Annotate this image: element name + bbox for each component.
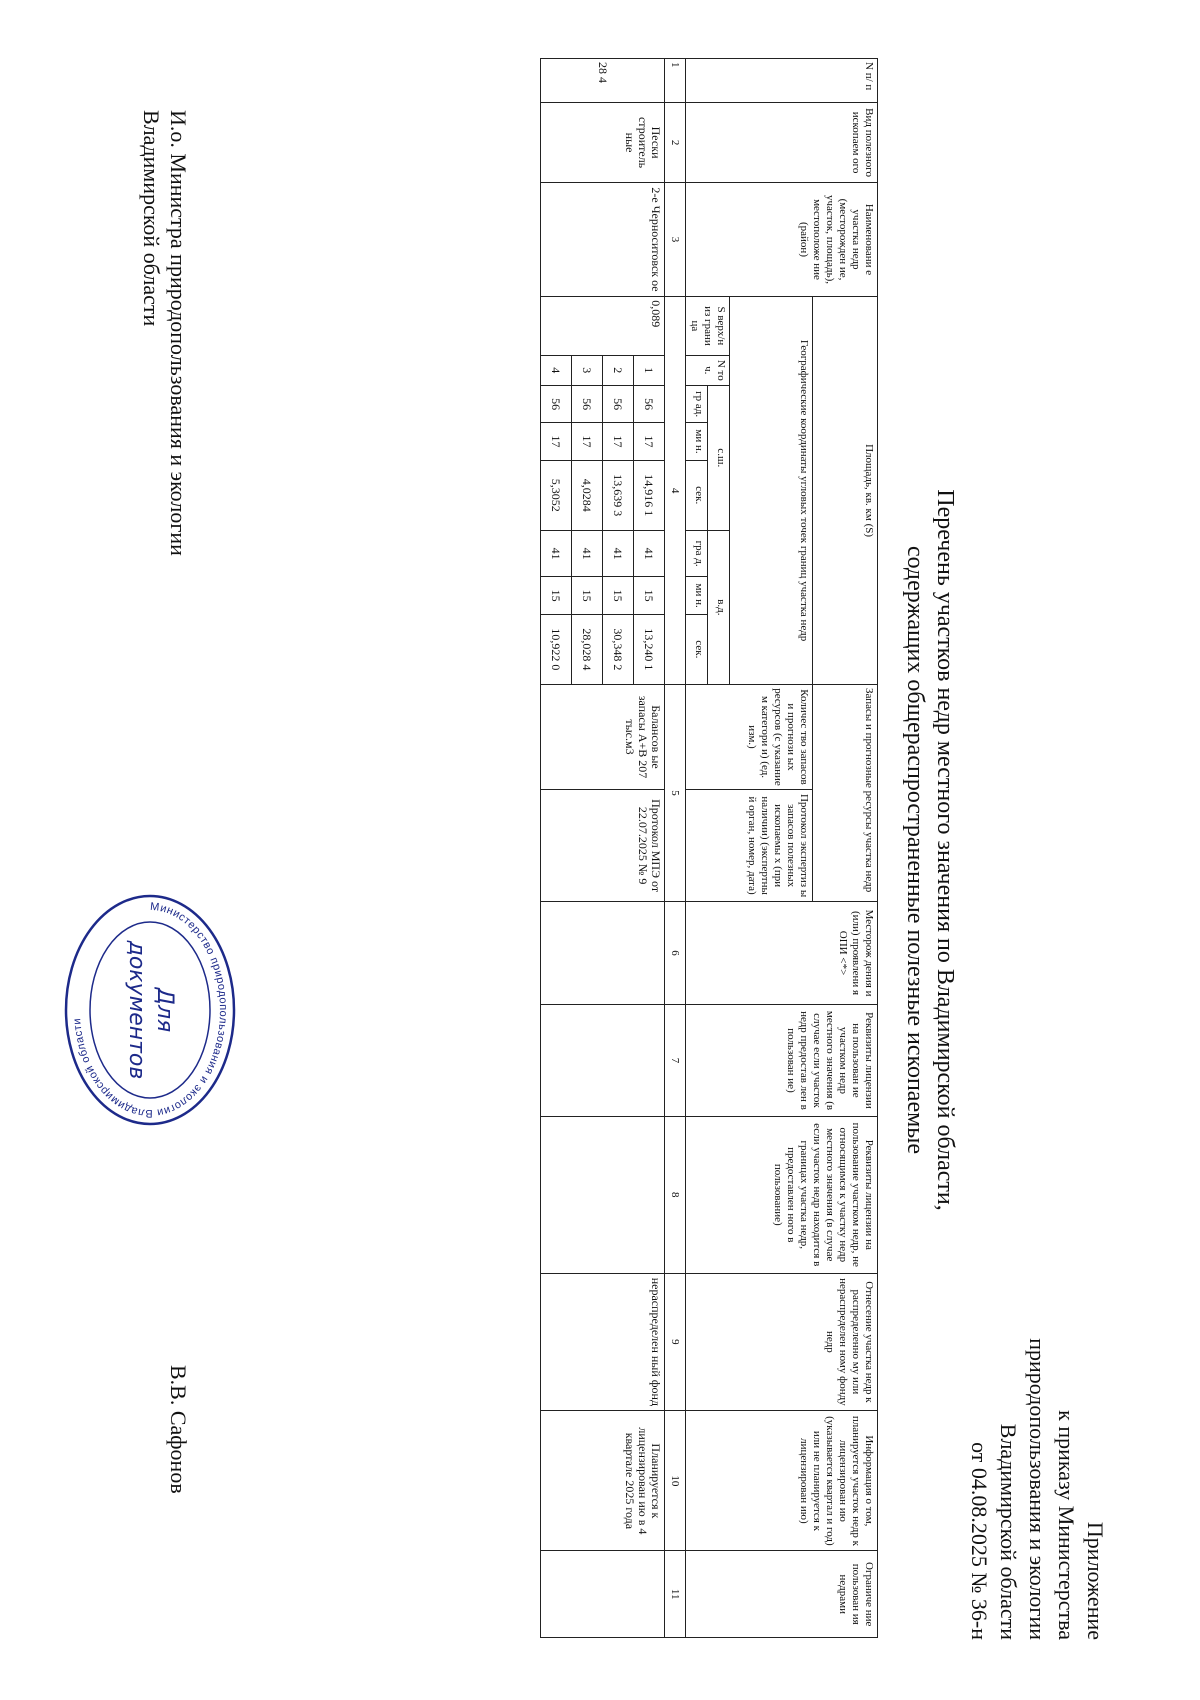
row-restriction — [541, 1551, 665, 1638]
header-col-fund: Отнесение участка недр к распределенно му или нераспределен ному фонду недр — [686, 1273, 878, 1411]
column-number: 11 — [665, 1551, 686, 1638]
header-col-name: Наименовани е участка недр (месторожден ие, участок, площадь), местоположе ние (район) — [686, 182, 878, 296]
column-number: 3 — [665, 182, 686, 296]
point-lat-min: 17 — [603, 423, 634, 460]
point-lat-sec: 14,916 1 — [634, 460, 665, 530]
point-lon-deg: 41 — [634, 530, 665, 577]
stamp-center-line-1: Для — [152, 987, 177, 1033]
point-lat-sec: 13,639 3 — [603, 460, 634, 530]
column-number: 2 — [665, 103, 686, 182]
header-lat-min: ми н. — [686, 423, 708, 460]
point-lon-min: 15 — [572, 577, 603, 614]
row-fund: нераспределен ный фонд — [541, 1273, 665, 1411]
header-s-border: S верх/н из грани ца — [686, 297, 730, 355]
point-lat-deg: 56 — [603, 385, 634, 422]
row-license-other — [541, 1117, 665, 1273]
column-number: 5 — [665, 684, 686, 901]
point-lon-deg: 41 — [603, 530, 634, 577]
row-name: 2-е Черноситовск ое — [541, 182, 665, 296]
title-line-2: содержащих общераспространенные полезные ископаемые — [902, 545, 928, 1155]
annex-line-1: Приложение — [1083, 1521, 1108, 1640]
column-number: 4 — [665, 297, 686, 685]
header-row-1 — [813, 59, 878, 1638]
header-col-mineral: Вид полезного ископаем ого — [686, 103, 878, 182]
column-number: 1 — [665, 59, 686, 103]
header-col-reserves: Запасы и прогнозные ресурсы участка недр — [813, 684, 878, 901]
point-lon-sec: 10,922 0 — [541, 614, 572, 684]
signatory-name: В.В. Сафонов — [166, 1365, 191, 1494]
row-licensing: Планируется к лицензирован ию в 4 квартале 2025 года — [541, 1411, 665, 1551]
point-lon-deg: 41 — [572, 530, 603, 577]
header-col-no: N п/ п — [686, 59, 878, 103]
header-col-restriction: Ограниче ние пользован ия недрами — [686, 1551, 878, 1638]
header-lon-sec: сек. — [686, 614, 708, 684]
subsoil-table — [540, 58, 878, 1638]
title-line-1: Перечень участков недр местного значения по Владимирской области, — [932, 489, 958, 1211]
header-point-no: N то ч. — [686, 355, 730, 385]
point-lat-deg: 56 — [572, 385, 603, 422]
signatory-position-line-1: И.о. Министра природопользования и экологии — [166, 110, 191, 556]
point-lon-sec: 28,028 4 — [572, 614, 603, 684]
point-lat-sec: 4,0284 — [572, 460, 603, 530]
official-stamp — [60, 890, 240, 1130]
header-longitude: в.д. — [708, 530, 730, 684]
point-lon-min: 15 — [634, 577, 665, 614]
point-lat-min: 17 — [634, 423, 665, 460]
header-lon-deg: гра д. — [686, 530, 708, 577]
annex-line-5: от 04.08.2025 № 36-н — [967, 1442, 992, 1640]
header-geo-coordinates: Географические координаты угловых точек границ участка недр — [730, 297, 813, 685]
header-col-area: Площадь, кв. км (S) — [813, 297, 878, 685]
point-lat-sec: 5,3052 — [541, 460, 572, 530]
table-row — [634, 59, 665, 1638]
column-number: 9 — [665, 1273, 686, 1411]
stamp-ring-textpath: Министерство природопользования и экологии Владимирской области — [71, 900, 230, 1120]
column-number: 7 — [665, 1004, 686, 1116]
row-number: 28 4 — [541, 59, 665, 103]
point-number: 3 — [572, 355, 603, 385]
point-lon-min: 15 — [541, 577, 572, 614]
header-lat-deg: гр ад. — [686, 385, 708, 422]
point-lon-deg: 41 — [541, 530, 572, 577]
column-numbers-row — [665, 59, 686, 1638]
point-lon-sec: 30,348 2 — [603, 614, 634, 684]
document-title — [900, 0, 960, 1700]
stamp-inner-ring — [90, 922, 210, 1098]
stamp-center-line-2: документов — [124, 940, 149, 1080]
row-mineral: Пески строитель ные — [541, 103, 665, 182]
stamp-ring-text — [71, 901, 229, 1119]
signatory-position-line-2: Владимирской области — [139, 110, 164, 327]
row-reserves: Балансов ые запасы А+В 207 тыс.м3 — [541, 684, 665, 789]
point-lat-min: 17 — [541, 423, 572, 460]
signatory-position — [138, 110, 192, 556]
header-lon-min: ми н. — [686, 577, 708, 614]
row-deposits — [541, 902, 665, 1005]
row-protocol: Протокол МПЭ от 22.07.2025 № 9 — [541, 790, 665, 902]
header-col-license-other: Реквизиты лицензии на пользование участком недр, не относящимся к участку недр местного значения (в случае если участок недр находится в границах участка недр, предоставлен ного в пользование) — [686, 1117, 878, 1273]
annex-line-4: Владимирской области — [996, 1423, 1021, 1640]
header-lat-sec: сек. — [686, 460, 708, 530]
annex-block — [965, 1338, 1110, 1640]
point-number: 1 — [634, 355, 665, 385]
point-lon-sec: 13,240 1 — [634, 614, 665, 684]
header-col-deposits: Месторож дения и (или) проявлени я ОПИ <*> — [686, 902, 878, 1005]
point-lon-min: 15 — [603, 577, 634, 614]
header-col-licensing-plan: Информация о том, планируется участок недр к лицензирован ию (указывается квартал и год) или не планируется к лицензирован ию) — [686, 1411, 878, 1551]
stamp-outer-ring — [66, 896, 234, 1124]
header-latitude: с.ш. — [708, 385, 730, 530]
header-reserves-protocol: Протокол экспертиз ы запасов полезных ископаемы х (при наличии) (экспертны й орган, номер, дата) — [686, 790, 813, 902]
header-reserves-quantity: Количес тво запасов и прогнози ых ресурсов (с указание м категори и) (ед. изм.) — [686, 684, 813, 789]
row-area: 0,089 — [541, 297, 665, 355]
column-number: 8 — [665, 1117, 686, 1273]
annex-line-3: природопользования и экологии — [1025, 1338, 1050, 1640]
column-number: 6 — [665, 902, 686, 1005]
point-lat-deg: 56 — [541, 385, 572, 422]
column-number: 10 — [665, 1411, 686, 1551]
point-number: 4 — [541, 355, 572, 385]
row-license — [541, 1004, 665, 1116]
annex-line-2: к приказу Министерства — [1054, 1410, 1079, 1640]
point-lat-deg: 56 — [634, 385, 665, 422]
header-col-license: Реквизиты лицензии на пользован ие участком недр местного значения (в случае если участок недр предостав лен в пользован ие) — [686, 1004, 878, 1116]
point-number: 2 — [603, 355, 634, 385]
point-lat-min: 17 — [572, 423, 603, 460]
